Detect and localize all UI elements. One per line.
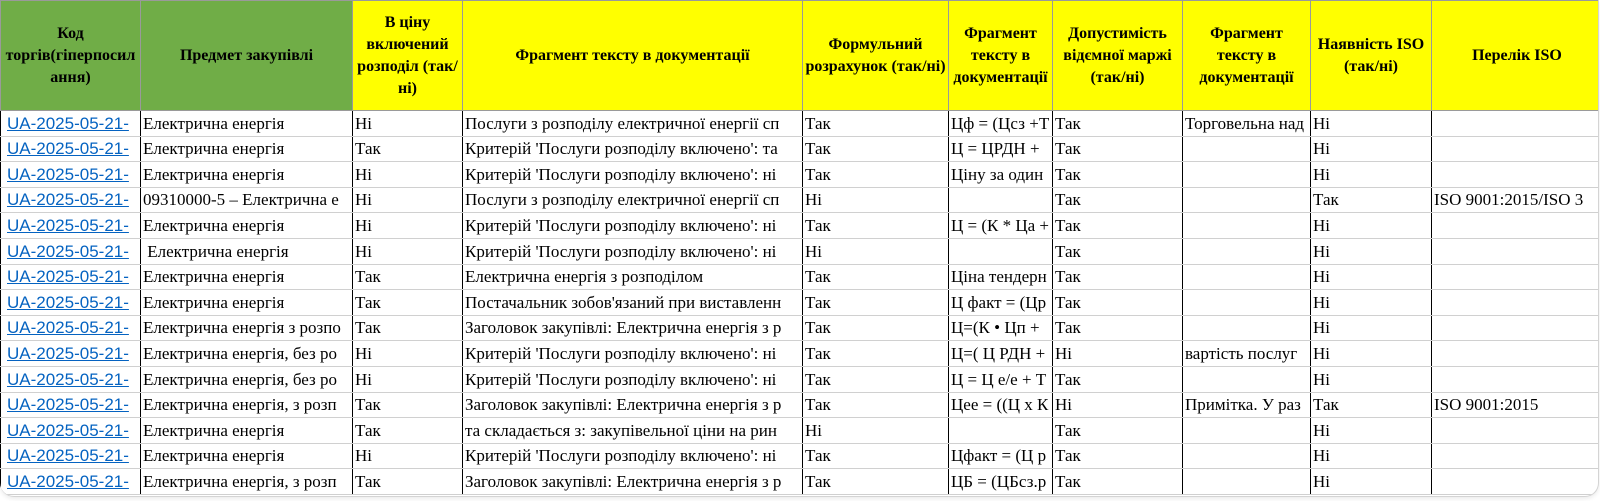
header-row <box>1 1 1600 111</box>
header-code[interactable]: Код торгів(гіперпосилання) <box>1 1 141 111</box>
cell-iso[interactable]: Ні <box>1311 238 1432 264</box>
cell-margin-fragment[interactable] <box>1183 213 1311 239</box>
cell-margin-fragment[interactable] <box>1183 443 1311 469</box>
tender-code-link[interactable]: UA-2025-05-21- <box>1 111 141 137</box>
cell-formula-fragment[interactable] <box>949 238 1053 264</box>
cell-formula[interactable]: Так <box>803 315 949 341</box>
cell-iso[interactable]: Ні <box>1311 213 1432 239</box>
cell-iso[interactable]: Ні <box>1311 469 1432 495</box>
cell-iso-list[interactable] <box>1432 443 1600 469</box>
table-row <box>1 213 1600 239</box>
tender-code-link[interactable]: UA-2025-05-21- <box>1 366 141 392</box>
cell-fragment[interactable]: Критерій 'Послуги розподілу включено': та <box>463 136 803 162</box>
cell-distribution[interactable]: Ні <box>353 366 463 392</box>
table-row <box>1 111 1600 137</box>
cell-formula-fragment[interactable]: ЦБ = (ЦБсз.р <box>949 469 1053 495</box>
cell-fragment[interactable]: Заголовок закупівлі: Електрична енергія з р <box>463 469 803 495</box>
cell-iso-list[interactable] <box>1432 111 1600 137</box>
cell-margin-fragment[interactable] <box>1183 264 1311 290</box>
cell-formula-fragment[interactable]: Ц=( Ц РДН + <box>949 341 1053 367</box>
cell-iso[interactable]: Ні <box>1311 443 1432 469</box>
cell-iso[interactable]: Ні <box>1311 366 1432 392</box>
cell-formula[interactable]: Так <box>803 162 949 188</box>
table-row <box>1 469 1600 495</box>
cell-negative-margin[interactable]: Ні <box>1053 341 1183 367</box>
cell-iso-list[interactable] <box>1432 418 1600 444</box>
cell-subject[interactable]: Електрична енергія, з розп <box>141 469 353 495</box>
cell-distribution[interactable]: Ні <box>353 238 463 264</box>
cell-fragment[interactable]: Критерій 'Послуги розподілу включено': ні <box>463 341 803 367</box>
table-row <box>1 162 1600 188</box>
cell-iso[interactable]: Ні <box>1311 341 1432 367</box>
cell-formula-fragment[interactable]: Ц=(К • Цп + <box>949 315 1053 341</box>
cell-negative-margin[interactable]: Ні <box>1053 392 1183 418</box>
cell-formula-fragment[interactable]: Ц = (К * Ца + <box>949 213 1053 239</box>
cell-formula-fragment[interactable]: Ціна тендерн <box>949 264 1053 290</box>
cell-fragment[interactable]: Критерій 'Послуги розподілу включено': ні <box>463 366 803 392</box>
cell-fragment[interactable]: Заголовок закупівлі: Електрична енергія з р <box>463 315 803 341</box>
cell-formula[interactable]: Ні <box>803 238 949 264</box>
cell-distribution[interactable]: Ні <box>353 341 463 367</box>
cell-subject[interactable]: Електрична енергія <box>141 443 353 469</box>
cell-margin-fragment[interactable] <box>1183 187 1311 213</box>
cell-distribution[interactable]: Так <box>353 315 463 341</box>
cell-formula-fragment[interactable] <box>949 418 1053 444</box>
cell-subject[interactable]: Електрична енергія <box>141 290 353 316</box>
cell-subject[interactable]: 09310000-5 – Електрична е <box>141 187 353 213</box>
cell-margin-fragment[interactable] <box>1183 418 1311 444</box>
cell-fragment[interactable]: Критерій 'Послуги розподілу включено': ні <box>463 443 803 469</box>
header-iso-list[interactable]: Перелік ISO <box>1432 1 1600 111</box>
cell-formula[interactable]: Так <box>803 290 949 316</box>
cell-formula[interactable]: Ні <box>803 418 949 444</box>
header-margin-fragment[interactable]: Фрагмент тексту в документації <box>1183 1 1311 111</box>
cell-fragment[interactable]: Постачальник зобов'язаний при виставленн <box>463 290 803 316</box>
cell-formula-fragment[interactable]: Ц = ЦРДН + <box>949 136 1053 162</box>
cell-negative-margin[interactable]: Так <box>1053 315 1183 341</box>
cell-iso[interactable]: Ні <box>1311 418 1432 444</box>
cell-iso-list[interactable] <box>1432 341 1600 367</box>
table-row <box>1 392 1600 418</box>
cell-fragment[interactable]: та складається з: закупівельної ціни на рин <box>463 418 803 444</box>
cell-formula-fragment[interactable]: Цф = (Цсз +Т <box>949 111 1053 137</box>
cell-iso[interactable]: Ні <box>1311 264 1432 290</box>
cell-distribution[interactable]: Ні <box>353 213 463 239</box>
cell-distribution[interactable]: Так <box>353 136 463 162</box>
table-row <box>1 418 1600 444</box>
header-distribution[interactable]: В ціну включений розподіл (так/ні) <box>353 1 463 111</box>
cell-iso-list[interactable]: ISO 9001:2015 <box>1432 392 1600 418</box>
tender-code-link[interactable]: UA-2025-05-21- <box>1 238 141 264</box>
table-row <box>1 136 1600 162</box>
cell-iso[interactable]: Ні <box>1311 136 1432 162</box>
cell-subject[interactable]: Електрична енергія, без ро <box>141 366 353 392</box>
cell-formula[interactable]: Так <box>803 111 949 137</box>
tender-code-link[interactable]: UA-2025-05-21- <box>1 315 141 341</box>
cell-formula-fragment[interactable] <box>949 187 1053 213</box>
cell-iso-list[interactable] <box>1432 162 1600 188</box>
table-row <box>1 238 1600 264</box>
tender-code-link[interactable]: UA-2025-05-21- <box>1 290 141 316</box>
cell-negative-margin[interactable]: Так <box>1053 418 1183 444</box>
cell-formula[interactable]: Так <box>803 392 949 418</box>
cell-negative-margin[interactable]: Так <box>1053 136 1183 162</box>
cell-iso-list[interactable] <box>1432 264 1600 290</box>
cell-iso[interactable]: Так <box>1311 392 1432 418</box>
table-row <box>1 341 1600 367</box>
cell-subject[interactable]: Електрична енергія, без ро <box>141 341 353 367</box>
cell-margin-fragment[interactable] <box>1183 136 1311 162</box>
cell-margin-fragment[interactable] <box>1183 315 1311 341</box>
cell-margin-fragment[interactable] <box>1183 238 1311 264</box>
cell-fragment[interactable]: Заголовок закупівлі: Електрична енергія з р <box>463 392 803 418</box>
cell-distribution[interactable]: Ні <box>353 187 463 213</box>
cell-iso[interactable]: Так <box>1311 187 1432 213</box>
cell-formula-fragment[interactable]: Цее = ((Ц х К <box>949 392 1053 418</box>
table-row <box>1 315 1600 341</box>
tender-code-link[interactable]: UA-2025-05-21- <box>1 443 141 469</box>
cell-negative-margin[interactable]: Так <box>1053 366 1183 392</box>
cell-negative-margin[interactable]: Так <box>1053 290 1183 316</box>
cell-iso-list[interactable] <box>1432 213 1600 239</box>
cell-formula[interactable]: Так <box>803 469 949 495</box>
cell-iso[interactable]: Ні <box>1311 315 1432 341</box>
cell-iso-list[interactable] <box>1432 290 1600 316</box>
cell-distribution[interactable]: Ні <box>353 162 463 188</box>
cell-formula-fragment[interactable]: Ціну за один <box>949 162 1053 188</box>
cell-subject[interactable]: Електрична енергія <box>141 111 353 137</box>
tender-code-link[interactable]: UA-2025-05-21- <box>1 213 141 239</box>
table-row <box>1 187 1600 213</box>
cell-margin-fragment[interactable] <box>1183 290 1311 316</box>
cell-margin-fragment[interactable]: Примітка. У раз <box>1183 392 1311 418</box>
cell-margin-fragment[interactable]: вартість послуг <box>1183 341 1311 367</box>
cell-iso[interactable]: Ні <box>1311 290 1432 316</box>
cell-iso-list[interactable] <box>1432 315 1600 341</box>
table-body <box>1 111 1600 495</box>
cell-formula-fragment[interactable]: Ц = Ц е/е + Т <box>949 366 1053 392</box>
cell-subject[interactable]: Електрична енергія <box>141 213 353 239</box>
cell-distribution[interactable]: Так <box>353 290 463 316</box>
cell-distribution[interactable]: Так <box>353 469 463 495</box>
cell-formula[interactable]: Так <box>803 366 949 392</box>
cell-distribution[interactable]: Так <box>353 264 463 290</box>
cell-distribution[interactable]: Так <box>353 392 463 418</box>
header-formula[interactable]: Формульний розрахунок (так/ні) <box>803 1 949 111</box>
cell-formula[interactable]: Так <box>803 443 949 469</box>
cell-formula[interactable]: Так <box>803 264 949 290</box>
tender-code-link[interactable]: UA-2025-05-21- <box>1 469 141 495</box>
cell-formula[interactable]: Ні <box>803 187 949 213</box>
cell-distribution[interactable]: Так <box>353 418 463 444</box>
cell-fragment[interactable]: Електрична енергія з розподілом <box>463 264 803 290</box>
cell-negative-margin[interactable]: Так <box>1053 443 1183 469</box>
cell-negative-margin[interactable]: Так <box>1053 187 1183 213</box>
cell-negative-margin[interactable]: Так <box>1053 111 1183 137</box>
cell-formula[interactable]: Так <box>803 136 949 162</box>
header-iso[interactable]: Наявність ISO (так/ні) <box>1311 1 1432 111</box>
header-negative-margin[interactable]: Допустимість відємної маржі (так/ні) <box>1053 1 1183 111</box>
tender-code-link[interactable]: UA-2025-05-21- <box>1 136 141 162</box>
cell-distribution[interactable]: Ні <box>353 443 463 469</box>
cell-negative-margin[interactable]: Так <box>1053 238 1183 264</box>
header-fragment[interactable]: Фрагмент тексту в документації <box>463 1 803 111</box>
cell-subject[interactable]: Електрична енергія <box>141 418 353 444</box>
tender-code-link[interactable]: UA-2025-05-21- <box>1 418 141 444</box>
cell-margin-fragment[interactable] <box>1183 469 1311 495</box>
tender-code-link[interactable]: UA-2025-05-21- <box>1 264 141 290</box>
tender-code-link[interactable]: UA-2025-05-21- <box>1 341 141 367</box>
cell-subject[interactable]: Електрична енергія <box>141 264 353 290</box>
cell-fragment[interactable]: Послуги з розподілу електричної енергії сп <box>463 187 803 213</box>
tender-code-link[interactable]: UA-2025-05-21- <box>1 162 141 188</box>
cell-iso[interactable]: Ні <box>1311 111 1432 137</box>
cell-subject[interactable]: Електрична енергія <box>141 238 353 264</box>
cell-fragment[interactable]: Критерій 'Послуги розподілу включено': ні <box>463 162 803 188</box>
cell-distribution[interactable]: Ні <box>353 111 463 137</box>
cell-subject[interactable]: Електрична енергія <box>141 136 353 162</box>
cell-negative-margin[interactable]: Так <box>1053 162 1183 188</box>
cell-negative-margin[interactable]: Так <box>1053 469 1183 495</box>
table-row <box>1 366 1600 392</box>
cell-formula-fragment[interactable]: Ц факт = (Цр <box>949 290 1053 316</box>
cell-margin-fragment[interactable]: Торговельна над <box>1183 111 1311 137</box>
cell-fragment[interactable]: Критерій 'Послуги розподілу включено': ні <box>463 213 803 239</box>
table-row <box>1 264 1600 290</box>
header-subject[interactable]: Предмет закупівлі <box>141 1 353 111</box>
cell-subject[interactable]: Електрична енергія <box>141 162 353 188</box>
cell-margin-fragment[interactable] <box>1183 366 1311 392</box>
cell-iso-list[interactable] <box>1432 469 1600 495</box>
table-row <box>1 290 1600 316</box>
cell-fragment[interactable]: Послуги з розподілу електричної енергії сп <box>463 111 803 137</box>
cell-formula[interactable]: Так <box>803 213 949 239</box>
cell-formula-fragment[interactable]: Цфакт = (Ц р <box>949 443 1053 469</box>
cell-iso-list[interactable] <box>1432 238 1600 264</box>
cell-negative-margin[interactable]: Так <box>1053 213 1183 239</box>
cell-formula[interactable]: Так <box>803 341 949 367</box>
tender-code-link[interactable]: UA-2025-05-21- <box>1 187 141 213</box>
cell-iso-list[interactable] <box>1432 366 1600 392</box>
cell-iso[interactable]: Ні <box>1311 162 1432 188</box>
cell-negative-margin[interactable]: Так <box>1053 264 1183 290</box>
tender-code-link[interactable]: UA-2025-05-21- <box>1 392 141 418</box>
header-formula-fragment[interactable]: Фрагмент тексту в документації <box>949 1 1053 111</box>
cell-iso-list[interactable] <box>1432 136 1600 162</box>
table-row <box>1 443 1600 469</box>
cell-margin-fragment[interactable] <box>1183 162 1311 188</box>
cell-fragment[interactable]: Критерій 'Послуги розподілу включено': ні <box>463 238 803 264</box>
cell-iso-list[interactable]: ISO 9001:2015/ISO 3 <box>1432 187 1600 213</box>
cell-subject[interactable]: Електрична енергія, з розп <box>141 392 353 418</box>
cell-subject[interactable]: Електрична енергія з розпо <box>141 315 353 341</box>
